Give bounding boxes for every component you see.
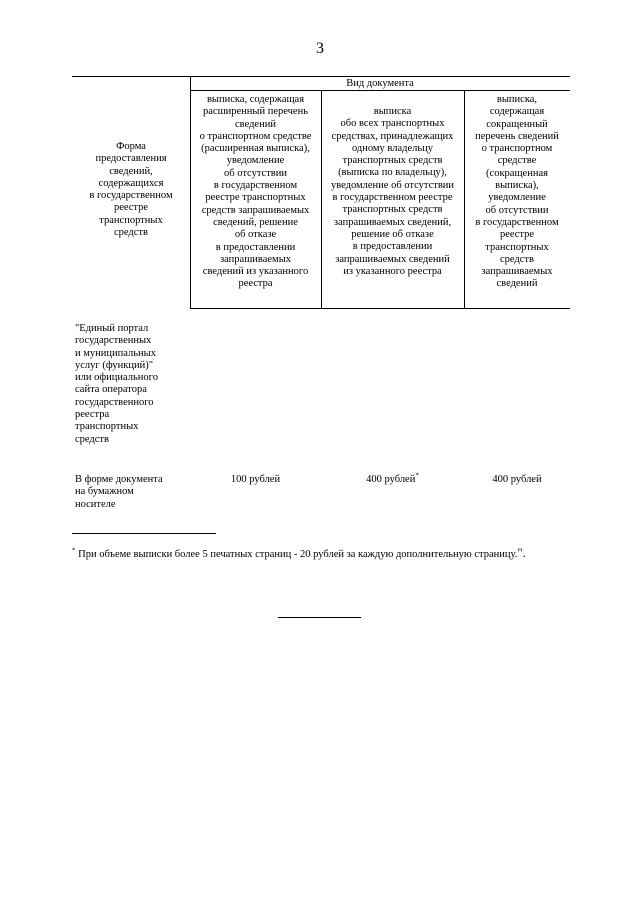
footnote-closing: ". <box>517 545 526 560</box>
header-bottom-rule <box>190 308 570 309</box>
price-by-owner-value: 400 рублей <box>366 474 416 485</box>
price-extended: 100 рублей <box>230 474 281 485</box>
page-number: 3 <box>316 40 324 57</box>
row-label-paper: В форме документа на бумажном носителе <box>75 474 163 510</box>
end-rule <box>278 617 361 618</box>
footnote-text: При объеме выписки более 5 печатных страниц - 20 рублей за каждую дополнительную страницу. <box>75 549 518 560</box>
footnote-separator <box>72 533 216 534</box>
footnote <box>72 546 526 561</box>
row-label-portal: "Единый портал государственных и муниципальных услуг (функций)" или официального сайта оператора государственного реестра транспортных средств <box>75 323 158 445</box>
table-top-rule <box>72 76 570 77</box>
header-group-label: Вид документа <box>346 78 414 89</box>
price-by-owner <box>321 471 464 486</box>
price-short: 400 рублей <box>492 474 542 485</box>
footnote-marker: * <box>72 546 76 555</box>
column-header-extended: выписка, содержащая расширенный перечень сведений о транспортном средстве (расширенная выписка), уведомление об отсутствии в государственном реестре транспортных средств запрашиваемых сведений, решение об отказе в предоставлении запрашиваемых сведений из указанного реестра <box>199 94 312 290</box>
price-by-owner-footnote-mark: * <box>415 471 419 480</box>
column-header-short: выписка, содержащая сокращенный перечень сведений о транспортном средстве (сокращенная выписка), уведомление об отсутствии в государственном реестре транспортных средств запрашиваемых сведений <box>475 94 559 290</box>
column-header-by-owner: выписка обо всех транспортных средствах, принадлежащих одному владельцу транспортных средств (выписка по владельцу), уведомление об отсутствии в государственном реестре транспортных средств запрашиваемых сведений, решение об отказе в предоставлении запрашиваемых сведений из указанного реестра <box>330 106 455 277</box>
row-header-label: Форма предоставления сведений, содержащихся в государственном реестре транспортных средств <box>89 141 173 239</box>
